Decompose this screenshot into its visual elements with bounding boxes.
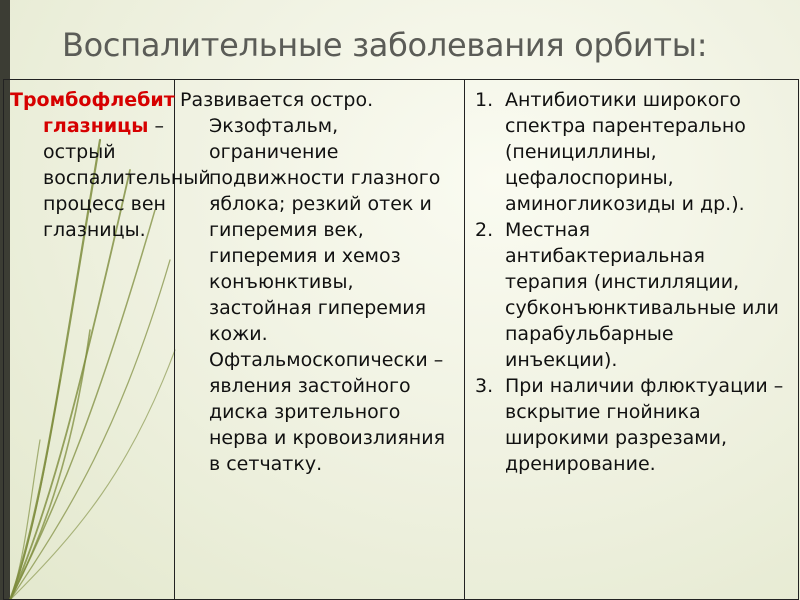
list-item: [475, 373, 792, 477]
list-item: [475, 87, 792, 217]
table-row: [4, 80, 799, 600]
disease-description: [10, 87, 211, 243]
list-item-number: 2.: [475, 219, 494, 241]
list-item-number: 1.: [475, 89, 494, 111]
list-item-number: 3.: [475, 375, 494, 397]
treatment-list: [475, 87, 792, 477]
disease-cell: [4, 80, 211, 600]
list-item: [475, 217, 792, 373]
list-item-text: При наличии флюктуации – вскрытие гнойника широкими разрезами, дренирование.: [505, 375, 784, 475]
clinical-picture-cell: [175, 80, 465, 600]
list-item-text: Антибиотики широкого спектра парентерально (пенициллины, цефалоспорины, аминогликозиды и др.).: [505, 89, 746, 215]
disease-term: Тромбофлебит глазницы: [10, 89, 175, 137]
disease-definition: – острый воспалительный процесс вен глазницы.: [43, 115, 211, 241]
list-item-text: Местная антибактериальная терапия (инстилляции, субконъюнктивальные или парабульбарные инъекции).: [505, 219, 779, 371]
treatment-cell: [465, 80, 799, 600]
orbit-inflammation-table: [3, 79, 799, 600]
slide-title: Воспалительные заболевания орбиты:: [62, 26, 708, 64]
clinical-picture-text: Развивается остро. Экзофтальм, ограничение подвижности глазного яблока; резкий отек и гиперемия век, гиперемия и хемоз конъюнктивы, застойная гиперемия кожи. Офтальмоскопически – явления застойного диска зрительного нерва и кровоизлияния в сетчатку.: [180, 89, 445, 475]
